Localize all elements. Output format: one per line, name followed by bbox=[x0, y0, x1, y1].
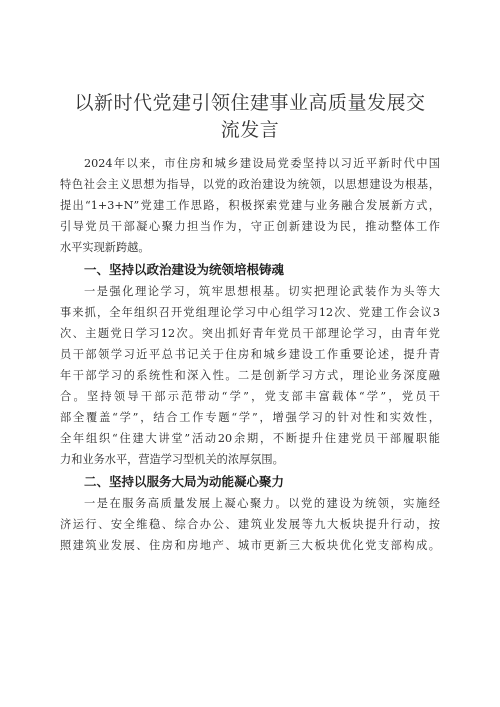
section-1-line: 一是强化理论学习，筑牢思想根基。切实把理论武装作为头等大 bbox=[84, 285, 440, 298]
section-2-line: 照建筑业发展、住房和房地产、城市更新三大板块优化党支部构成。 bbox=[60, 539, 440, 552]
section-1-paragraph bbox=[60, 281, 440, 470]
intro-line: 水平实现新跨越。 bbox=[60, 241, 150, 254]
intro-line: 引导党员干部凝心聚力担当作为，守正创新建设为民，推动整体工作 bbox=[60, 220, 440, 233]
section-1-line: 年干部学习的系统性和深入性。二是创新学习方式，理论业务深度融 bbox=[60, 369, 440, 382]
intro-paragraph bbox=[60, 153, 440, 258]
section-2-line: 一是在服务高质量发展上凝心聚力。以党的建设为统领，实施经 bbox=[84, 497, 440, 510]
intro-line: 提出“1+3+N”党建工作思路，积极探索党建与业务融合发展新方式， bbox=[60, 199, 440, 212]
section-1-line: 员干部领学习近平总书记关于住房和城乡建设工作重要论述，提升青 bbox=[60, 348, 440, 361]
section-1-line: 力和业务水平，营造学习型机关的浓厚氛围。 bbox=[60, 453, 284, 466]
section-2-heading: 二、坚持以服务大局为动能凝心聚力 bbox=[84, 474, 285, 489]
section-1-line: 全年组织“住建大讲堂”活动20余期，不断提升住建党员干部履职能 bbox=[60, 432, 440, 445]
document-title-line-2: 流发言 bbox=[220, 119, 280, 141]
section-1-line: 合。坚持领导干部示范带动“学”，党支部丰富载体“学”，党员干 bbox=[60, 390, 440, 403]
section-2-line: 济运行、安全维稳、综合办公、建筑业发展等九大板块提升行动，按 bbox=[60, 518, 440, 531]
section-1-line: 事来抓，全年组织召开党组理论学习中心组学习12次、党建工作会议3 bbox=[60, 306, 440, 319]
section-2-paragraph bbox=[60, 493, 440, 556]
section-1-line: 次、主题党日学习12次。突出抓好青年党员干部理论学习，由青年党 bbox=[60, 327, 440, 340]
section-1-heading: 一、坚持以政治建设为统领培根铸魂 bbox=[84, 262, 285, 277]
intro-line: 2024年以来，市住房和城乡建设局党委坚持以习近平新时代中国 bbox=[84, 157, 440, 170]
document-title-line-1: 以新时代党建引领住建事业高质量发展交 bbox=[74, 92, 426, 114]
document-body bbox=[60, 153, 440, 556]
section-1-line: 部全覆盖“学”，结合工作专题“学”，增强学习的针对性和实效性， bbox=[60, 411, 440, 424]
intro-line: 特色社会主义思想为指导，以党的政治建设为统领，以思想建设为根基， bbox=[60, 178, 440, 191]
